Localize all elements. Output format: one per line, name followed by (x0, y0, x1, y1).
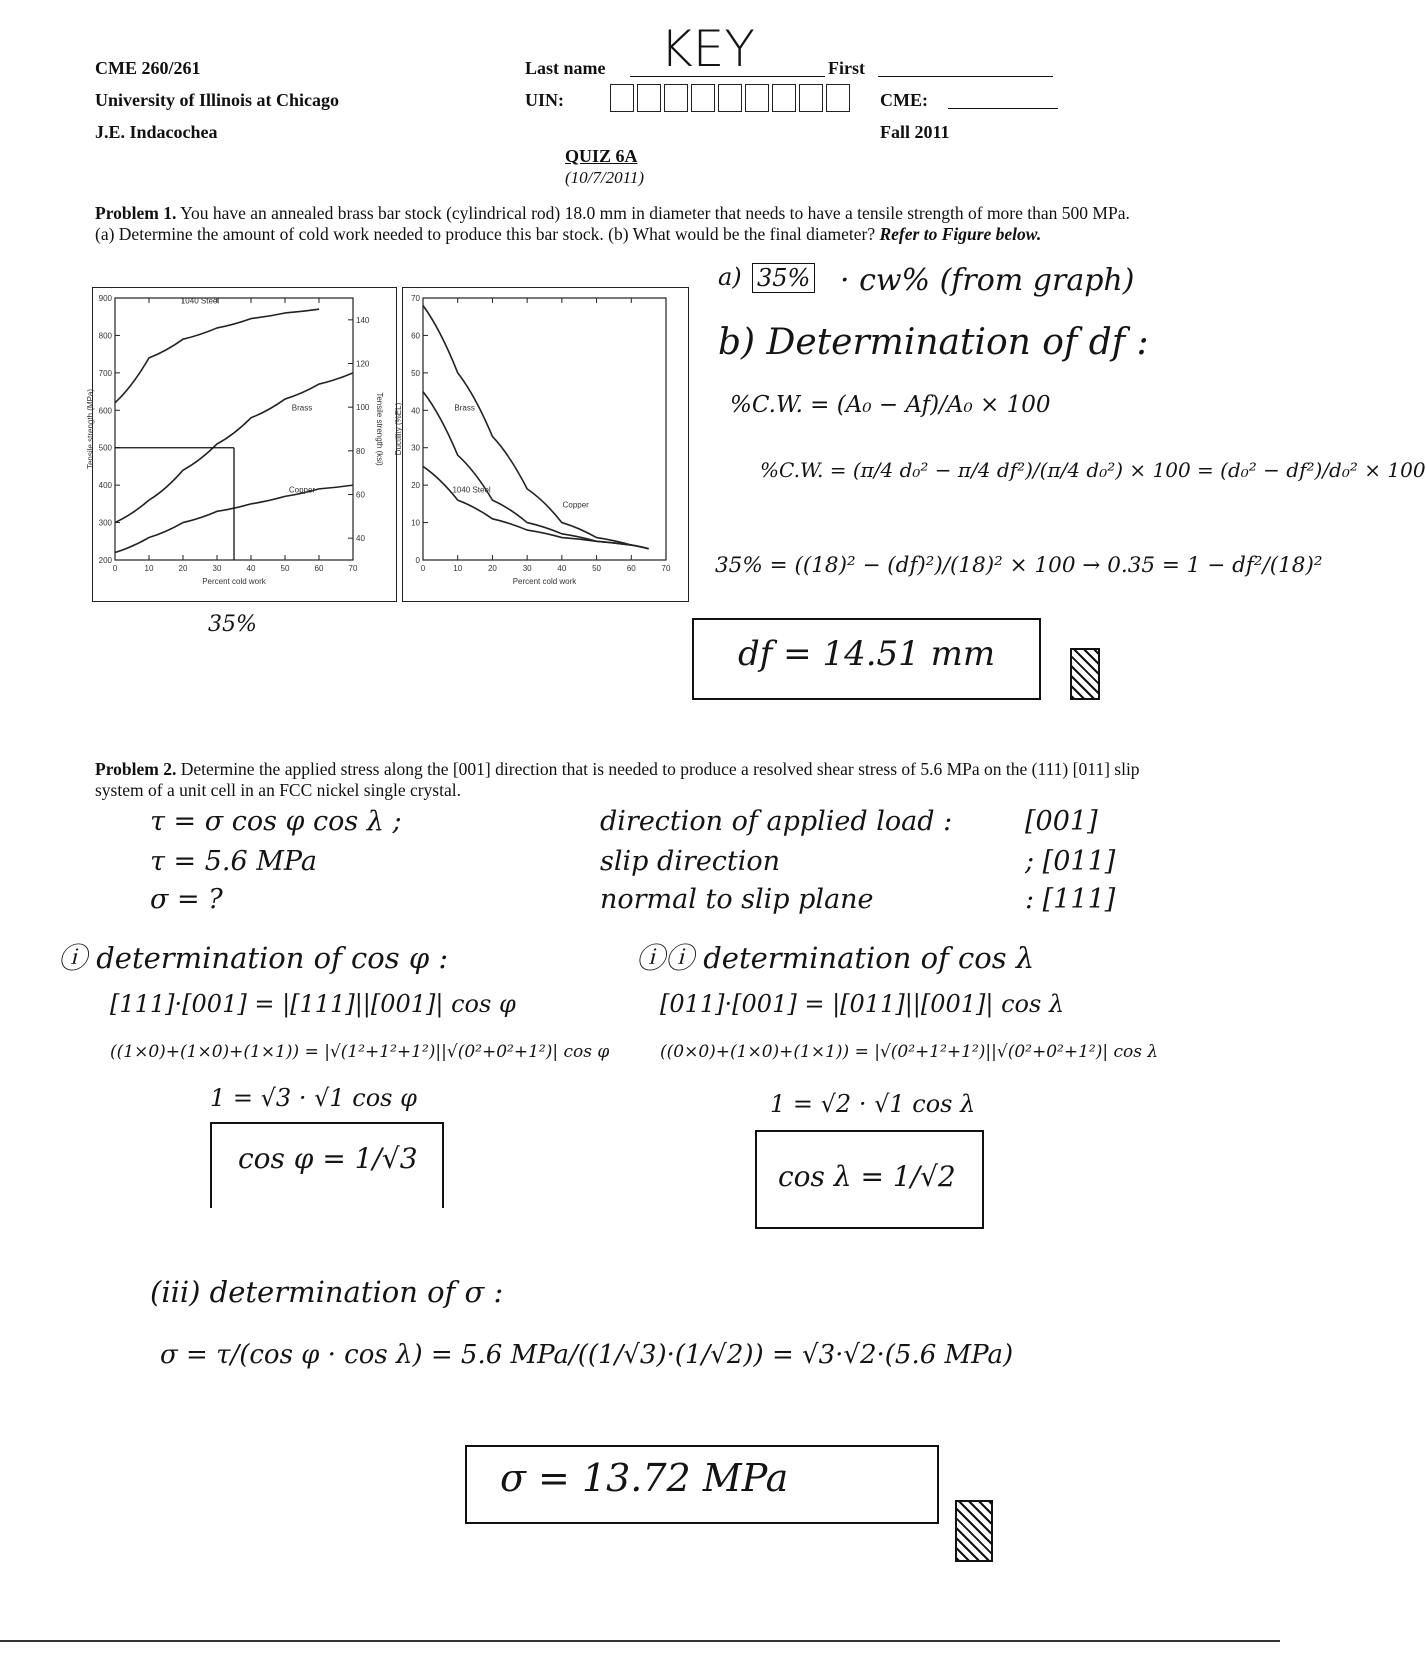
tensile-strength-chart-svg (86, 288, 396, 601)
x-tick-label: 30 (212, 564, 222, 573)
slip-direction-label: slip direction (600, 846, 781, 877)
series-line-copper (423, 392, 649, 549)
instructor-name: J.E. Indacochea (95, 122, 218, 142)
plot-frame (423, 298, 666, 560)
y-tick-label: 50 (411, 368, 420, 378)
y-right-tick-label: 140 (356, 315, 370, 325)
given-sigma: σ = ? (150, 884, 223, 915)
tensile-strength-chart (86, 287, 397, 602)
y-tick-label: 200 (98, 556, 112, 565)
cos-phi-result: cos φ = 1/√3 (238, 1142, 418, 1175)
y-tick-label: 10 (411, 518, 420, 528)
problem1-refer: Refer to Figure below. (879, 224, 1042, 244)
y-right-tick-label: 80 (356, 446, 365, 456)
quiz-date: (10/7/2011) (565, 168, 645, 187)
y-tick-label: 0 (415, 556, 420, 565)
slip-plane-normal-value: : [111] (1025, 884, 1116, 915)
cme-field (948, 86, 1058, 109)
graph-note: 35% (208, 612, 257, 637)
y-tick-label: 60 (411, 331, 420, 341)
series-line-1040-steel (423, 466, 649, 548)
y-tick-label: 600 (98, 406, 112, 416)
uin-digit-box (799, 84, 823, 112)
problem1-text: You have an annealed brass bar stock (cylindrical rod) 18.0 mm in diameter that needs to have a tensile strength of more than 500 MPa. (a) Determine the amount of cold work needed to produce this bar stock. (b) What would be the final diameter? (95, 203, 1130, 244)
slip-direction-value: ; [011] (1025, 846, 1116, 877)
y-tick-label: 500 (98, 443, 112, 453)
y-right-tick-label: 40 (356, 534, 365, 544)
answer-a-value: 35% (752, 263, 815, 293)
x-tick-label: 30 (522, 564, 532, 573)
quiz-title: QUIZ 6A (565, 146, 638, 166)
series-label-brass: Brass (454, 403, 475, 413)
y-tick-label: 700 (98, 368, 112, 378)
y-tick-label: 40 (411, 406, 420, 416)
sigma-result: σ = 13.72 MPa (500, 1456, 789, 1500)
uin-label: UIN: (525, 90, 564, 110)
y-right-tick-label: 60 (356, 490, 365, 500)
x-tick-label: 50 (592, 564, 602, 573)
uin-digit-box (718, 84, 742, 112)
x-tick-label: 0 (112, 564, 118, 573)
part-ii-heading: ⓘⓘ determination of cos λ (636, 941, 1035, 975)
series-label-1040-steel: 1040 Steel (452, 485, 491, 495)
uin-digit-box (745, 84, 769, 112)
y-right-axis-label: Tensile strength (ksi) (375, 392, 384, 466)
problem1-label: Problem 1. (95, 203, 177, 223)
part-iii-equation: σ = τ/(cos φ · cos λ) = 5.6 MPa/((1/√3)·(1/√2)) = √3·√2·(5.6 MPa) (160, 1340, 1014, 1370)
x-tick-label: 40 (557, 564, 567, 573)
part-i-dot-product: [111]·[001] = |[111]||[001]| cos φ (110, 990, 516, 1018)
cos-lambda-result: cos λ = 1/√2 (778, 1160, 956, 1193)
cold-work-diameter-formula: %C.W. = (π/4 d₀² − π/4 df²)/(π/4 d₀²) × 100 = (d₀² − df²)/d₀² × 100 (760, 458, 1426, 482)
uin-boxes (610, 84, 853, 112)
y-axis-label: Tensile strength (MPa) (86, 388, 95, 470)
ductility-chart-svg (394, 288, 688, 601)
problem2-statement (95, 759, 1155, 801)
x-axis-label: Percent cold work (202, 577, 266, 586)
part-b-heading: b) Determination of df : (718, 322, 1149, 363)
x-axis-label: Percent cold work (512, 577, 577, 586)
series-line-1040-steel (115, 309, 319, 403)
uin-digit-box (826, 84, 850, 112)
part-i-simplified: 1 = √3 · √1 cos φ (210, 1084, 417, 1112)
series-label-1040-steel: 1040 Steel (180, 296, 220, 306)
y-tick-label: 20 (411, 481, 420, 491)
cold-work-substitution: 35% = ((18)² − (df)²)/(18)² × 100 → 0.35 = 1 − df²/(18)² (715, 553, 1323, 578)
uin-digit-box (691, 84, 715, 112)
part-i-heading: ⓘ determination of cos φ : (58, 941, 449, 975)
y-tick-label: 800 (98, 331, 112, 341)
part-ii-components: ((0×0)+(1×0)+(1×1)) = |√(0²+1²+1²)||√(0²+0²+1²)| cos λ (660, 1042, 1159, 1062)
x-tick-label: 20 (487, 564, 497, 573)
slip-plane-normal-label: normal to slip plane (600, 884, 874, 915)
y-tick-label: 70 (411, 294, 420, 303)
series-label-copper: Copper (288, 485, 316, 495)
x-tick-label: 70 (348, 564, 358, 573)
part-i-components: ((1×0)+(1×0)+(1×1)) = |√(1²+1²+1²)||√(0²+0²+1²)| cos φ (110, 1042, 610, 1062)
y-tick-label: 900 (98, 294, 112, 303)
answer-a-prefix: a) (718, 263, 742, 291)
uin-digit-box (772, 84, 796, 112)
end-mark-icon (1070, 648, 1100, 700)
last-name-label: Last name (525, 58, 606, 78)
x-tick-label: 60 (314, 564, 324, 573)
part-ii-simplified: 1 = √2 · √1 cos λ (770, 1090, 976, 1118)
x-tick-label: 0 (420, 564, 426, 573)
series-line-brass (423, 305, 649, 548)
cold-work-formula: %C.W. = (A₀ − Af)/A₀ × 100 (730, 392, 1051, 418)
part-ii-dot-product: [011]·[001] = |[011]||[001]| cos λ (660, 990, 1065, 1018)
cme-label: CME: (880, 90, 928, 110)
applied-load-direction-label: direction of applied load : (600, 806, 953, 837)
first-name-field (878, 50, 1053, 77)
y-tick-label: 300 (98, 518, 112, 528)
given-resolved-shear-law: τ = σ cos φ cos λ ; (150, 806, 402, 837)
last-name-value: KEY (660, 20, 755, 78)
answer-a-note: · cw% (from graph) (840, 263, 1135, 298)
problem2-text: Determine the applied stress along the [001] direction that is needed to produce a resolved shear stress of 5.6 MPa on the (111) [011] slip system of a unit cell in an FCC nickel single crystal. (95, 759, 1140, 800)
uin-digit-box (637, 84, 661, 112)
university-name: University of Illinois at Chicago (95, 90, 340, 110)
part-iii-heading: (iii) determination of σ : (150, 1275, 504, 1309)
term: Fall 2011 (880, 122, 950, 142)
problem1-statement (95, 203, 1145, 245)
y-axis-label: Ductility (%EL) (394, 402, 403, 456)
x-tick-label: 60 (626, 564, 636, 573)
x-tick-label: 70 (661, 564, 671, 573)
x-tick-label: 50 (280, 564, 290, 573)
problem2-label: Problem 2. (95, 759, 177, 779)
given-tau: τ = 5.6 MPa (150, 846, 317, 877)
ductility-chart (394, 287, 689, 602)
uin-digit-box (610, 84, 634, 112)
x-tick-label: 40 (246, 564, 256, 573)
uin-digit-box (664, 84, 688, 112)
series-label-brass: Brass (291, 403, 313, 413)
course-code: CME 260/261 (95, 58, 201, 78)
final-diameter-result: df = 14.51 mm (738, 634, 996, 674)
y-right-tick-label: 100 (356, 403, 370, 413)
series-label-copper: Copper (562, 500, 589, 510)
y-tick-label: 30 (411, 443, 420, 453)
x-tick-label: 20 (178, 564, 188, 573)
y-tick-label: 400 (98, 481, 112, 491)
scan-edge-line (0, 1640, 1280, 1642)
end-mark-icon (955, 1500, 993, 1562)
applied-load-direction-value: [001] (1025, 806, 1098, 837)
first-name-label: First (828, 58, 865, 78)
x-tick-label: 10 (144, 564, 154, 573)
x-tick-label: 10 (453, 564, 463, 573)
y-right-tick-label: 120 (356, 359, 370, 369)
